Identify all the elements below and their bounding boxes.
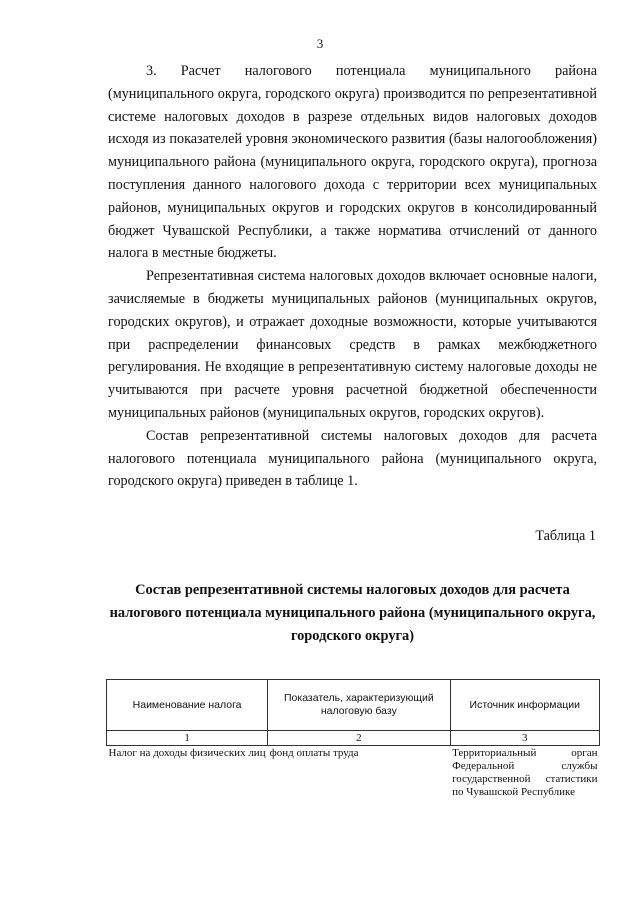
tax-name-cell: Налог на доходы физических лиц (108, 747, 266, 759)
column-number-row (107, 731, 600, 746)
body-text (108, 60, 597, 493)
column-number: 3 (450, 731, 599, 746)
table-caption: Таблица 1 (535, 528, 596, 544)
table-row (107, 746, 600, 800)
table-header-row (107, 680, 600, 731)
table-title: Состав репрезентативной системы налоговых доходов для расчета налогового потенциала муниципального района (муниципального округа, городского округа) (109, 582, 596, 644)
source-cell: Территориальный орган Федеральной службы государственной статистики по Чувашской Республике (452, 747, 598, 798)
column-number: 2 (268, 731, 450, 746)
paragraph-1: 3. Расчет налогового потенциала муниципального района (муниципального округа, городского округа) производится по репрезентативной системе налоговых доходов в разрезе отдельных видов налоговых доходов исходя из показателей уровня экономического развития (базы налогообложения) муниципального района (муниципального округа, городского округа), прогноза поступления данного налогового дохода с территории всех муниципальных районов, муниципальных округов и городских округов в консолидированный бюджет Чувашской Республики, а также норматива отчислений от данного налога в местные бюджеты. (108, 63, 597, 262)
page-number: 3 (316, 36, 324, 51)
header-tax-name: Наименование налога (107, 680, 268, 731)
header-indicator: Показатель, характеризующий налоговую базу (268, 680, 450, 731)
column-number: 1 (107, 731, 268, 746)
paragraph-3: Состав репрезентативной системы налоговых доходов для расчета налогового потенциала муниципального района (муниципального округа, городского округа) приведен в таблице 1. (108, 427, 597, 490)
paragraph-2: Репрезентативная система налоговых доходов включает основные налоги, зачисляемые в бюджеты муниципальных районов (муниципальных округов, городских округов), и отражает доходные возможности, которые учитываются при распределении финансовых средств в рамках межбюджетного регулирования. Не входящие в репрезентативную систему налоговые доходы не учитываются при расчете уровня расчетной бюджетной обеспеченности муниципальных районов (муниципальных округов, городских округов). (108, 268, 597, 421)
indicator-cell: фонд оплаты труда (269, 747, 359, 759)
header-source: Источник информации (450, 680, 599, 731)
tax-table (106, 679, 600, 799)
